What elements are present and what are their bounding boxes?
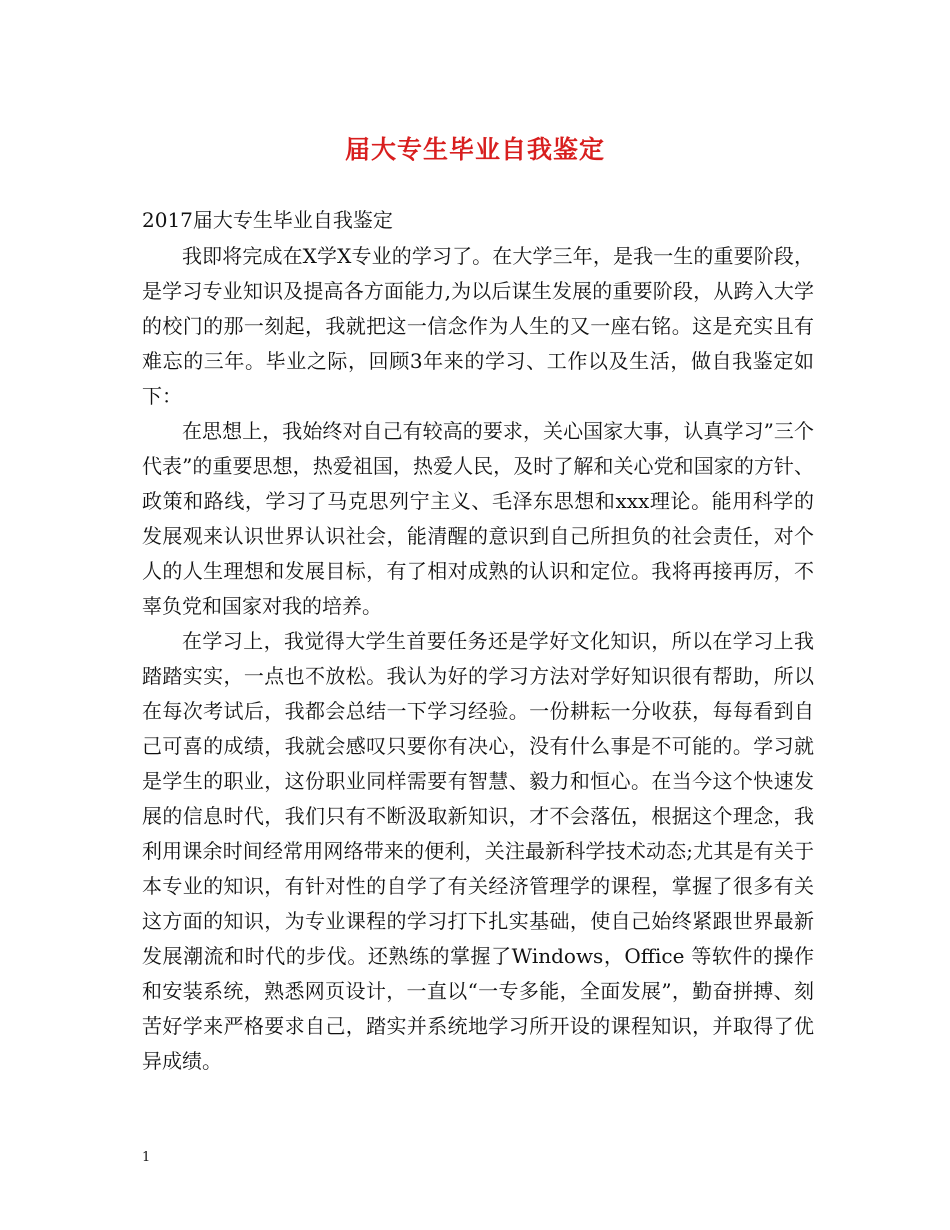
document-body <box>142 239 814 1079</box>
page-number: 1 <box>142 1150 151 1165</box>
paragraph-ideology: 在思想上，我始终对自己有较高的要求，关心国家大事，认真学习”三个代表”的重要思想，热爱祖国，热爱人民，及时了解和关心党和国家的方针、政策和路线，学习了马克思列宁主义、毛泽东思想和xxx理论。能用科学的发展观来认识世界认识社会，能清醒的意识到自己所担负的社会责任，对个人的人生理想和发展目标，有了相对成熟的认识和定位。我将再接再厉，不辜负党和国家对我的培养。 <box>142 419 814 618</box>
document-subtitle: 2017届大专生毕业自我鉴定 <box>142 208 393 232</box>
paragraph-intro: 我即将完成在X学X专业的学习了。在大学三年，是我一生的重要阶段，是学习专业知识及提高各方面能力,为以后谋生发展的重要阶段，从跨入大学的校门的那一刻起，我就把这一信念作为人生的又一座右铭。这是充实且有难忘的三年。毕业之际，回顾3年来的学习、工作以及生活，做自我鉴定如下： <box>142 244 814 408</box>
document-title: 届大专生毕业自我鉴定 <box>344 135 605 164</box>
paragraph-study: 在学习上，我觉得大学生首要任务还是学好文化知识，所以在学习上我踏踏实实，一点也不放松。我认为好的学习方法对学好知识很有帮助，所以在每次考试后，我都会总结一下学习经验。一份耕耘一分收获，每每看到自己可喜的成绩，我就会感叹只要你有决心，没有什么事是不可能的。学习就是学生的职业，这份职业同样需要有智慧、毅力和恒心。在当今这个快速发展的信息时代，我们只有不断汲取新知识，才不会落伍，根据这个理念，我利用课余时间经常用网络带来的便利，关注最新科学技术动态;尤其是有关于本专业的知识，有针对性的自学了有关经济管理学的课程，掌握了很多有关这方面的知识，为专业课程的学习打下扎实基础，使自己始终紧跟世界最新发展潮流和时代的步伐。还熟练的掌握了Windows，Office 等软件的操作和安装系统，熟悉网页设计，一直以“一专多能，全面发展”，勤奋拼搏、刻苦好学来严格要求自己，踏实并系统地学习所开设的课程知识，并取得了优异成绩。 <box>142 629 814 1073</box>
